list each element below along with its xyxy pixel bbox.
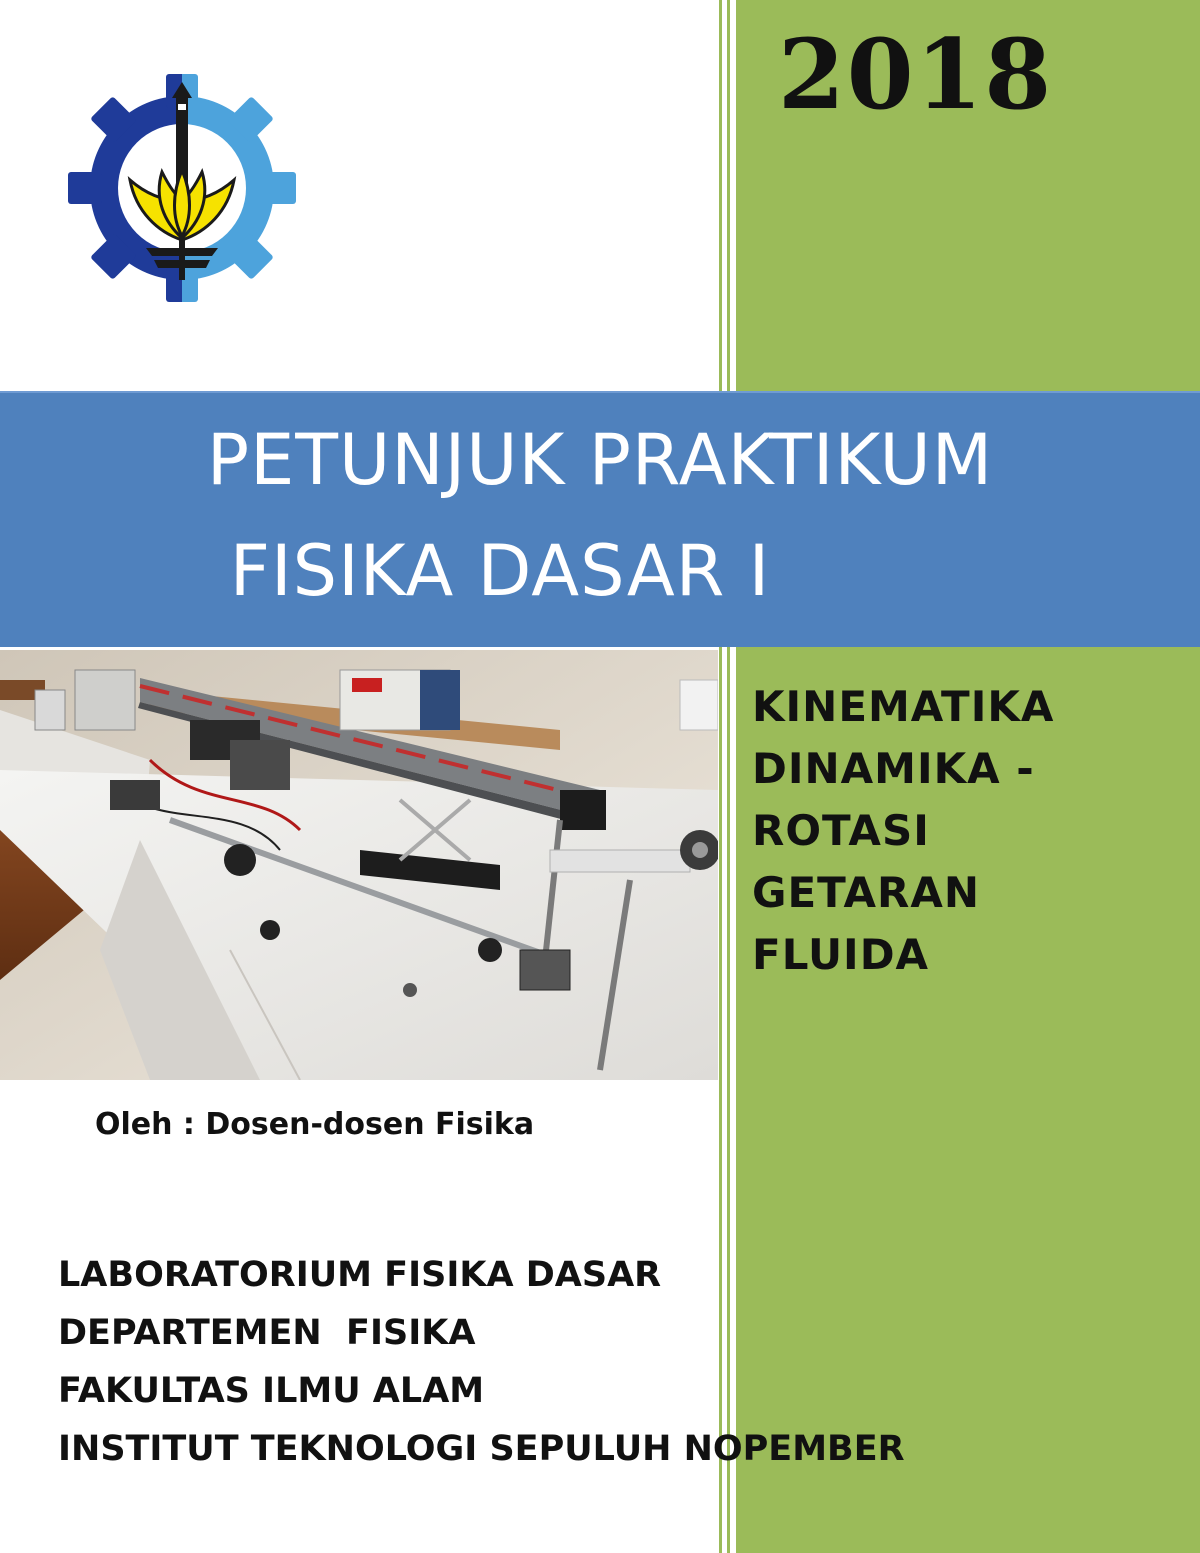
title-line-1: PETUNJUK PRAKTIKUM [206,419,994,501]
topic-item: GETARAN [752,868,981,917]
topic-item: DINAMIKA - [752,744,1035,793]
topic-item: ROTASI [752,806,930,855]
institution-line: INSTITUT TEKNOLOGI SEPULUH NOPEMBER [58,1429,905,1469]
topic-item: FLUIDA [752,930,930,979]
topic-item: KINEMATIKA [752,682,1055,731]
institution-line: FAKULTAS ILMU ALAM [58,1371,485,1411]
title-banner [0,391,1200,647]
institution-block [58,1246,905,1478]
physics-lab-air-track-photo [0,650,718,1080]
institution-line: LABORATORIUM FISIKA DASAR [58,1255,662,1295]
title-line-2: FISIKA DASAR I [229,530,771,612]
institution-line: DEPARTEMEN FISIKA [58,1313,476,1353]
author-line: Oleh : Dosen-dosen Fisika [95,1107,535,1142]
cover-year: 2018 [778,18,1054,131]
topic-list [752,676,1192,986]
its-gear-logo-icon [66,72,298,304]
